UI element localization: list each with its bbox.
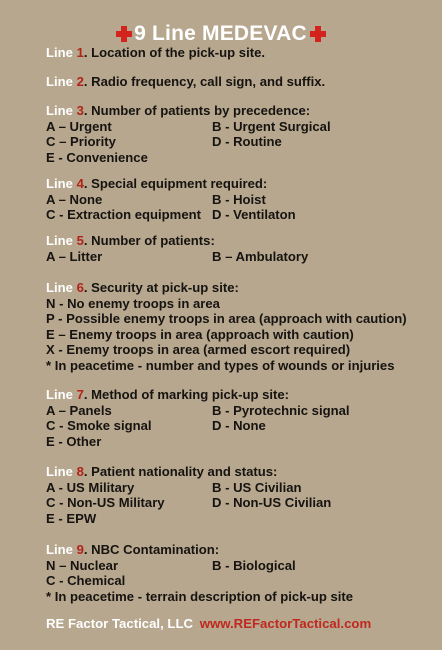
option-row (46, 192, 434, 208)
option-item: E - Convenience (46, 149, 148, 165)
option-item: B - Biological (212, 557, 296, 573)
option-item: D - Routine (212, 134, 282, 150)
option-row (46, 558, 434, 574)
option-row (46, 249, 434, 265)
line-heading-text: . Radio frequency, call sign, and suffix. (83, 74, 326, 89)
line-number: 6 (76, 280, 84, 295)
line-heading-text: . Patient nationality and status: (83, 464, 278, 479)
line-number: 3 (76, 103, 84, 118)
option-row (46, 403, 434, 419)
line-5-heading (46, 233, 434, 249)
option-item: B - Hoist (212, 191, 266, 207)
option-item: C - Extraction equipment (46, 207, 201, 223)
page-title (0, 21, 442, 47)
option-item: C - Non-US Military (46, 495, 165, 511)
line-4-section (46, 176, 434, 223)
option-item: P - Possible enemy troops in area (approach with caution) (46, 311, 407, 327)
red-cross-icon (116, 26, 132, 42)
option-row (46, 311, 434, 327)
line-word: Line (46, 74, 73, 89)
line-word: Line (46, 103, 73, 118)
option-row (46, 434, 434, 450)
option-row (46, 296, 434, 312)
line-number: 7 (76, 387, 84, 402)
option-item: D - Ventilaton (212, 207, 296, 223)
option-row (46, 511, 434, 527)
line-number: 9 (76, 542, 84, 557)
option-item: B – Ambulatory (212, 248, 309, 264)
line-word: Line (46, 233, 73, 248)
line-heading-text: . Number of patients: (83, 233, 215, 248)
option-item: D - Non-US Civilian (212, 495, 332, 511)
line-number: 1 (76, 45, 84, 60)
option-item: C - Chemical (46, 573, 126, 589)
line-heading-text: . Security at pick-up site: (83, 280, 239, 295)
line-2-section (46, 74, 434, 90)
option-item: B - US Civilian (212, 479, 302, 495)
line-word: Line (46, 464, 73, 479)
line-1-heading (46, 45, 434, 61)
option-item: B - Urgent Surgical (212, 118, 331, 134)
line-number: 5 (76, 233, 84, 248)
line-word: Line (46, 45, 73, 60)
option-item: A – Urgent (46, 118, 112, 134)
option-row (46, 342, 434, 358)
line-word: Line (46, 387, 73, 402)
line-number: 4 (76, 176, 84, 191)
line-2-heading (46, 74, 434, 90)
title-text: 9 Line MEDEVAC (134, 22, 307, 45)
line-word: Line (46, 176, 73, 191)
line-6-section (46, 280, 434, 374)
option-item: A – Panels (46, 402, 112, 418)
option-item: * In peacetime - number and types of wounds or injuries (46, 357, 395, 373)
line-1-section (46, 45, 434, 61)
option-item: * In peacetime - terrain description of pick-up site (46, 588, 354, 604)
line-5-section (46, 233, 434, 264)
option-row (46, 134, 434, 150)
option-item: N - No enemy troops in area (46, 295, 220, 311)
line-4-heading (46, 176, 434, 192)
line-6-heading (46, 280, 434, 296)
option-row (46, 327, 434, 343)
option-item: X - Enemy troops in area (armed escort required) (46, 342, 351, 358)
option-row (46, 495, 434, 511)
line-heading-text: . Number of patients by precedence: (83, 103, 311, 118)
option-item: A – None (46, 191, 103, 207)
footer (46, 616, 371, 631)
website-link[interactable]: www.REFactorTactical.com (199, 616, 372, 631)
red-cross-icon (310, 26, 326, 42)
line-number: 2 (76, 74, 84, 89)
option-item: N – Nuclear (46, 557, 119, 573)
line-9-section (46, 542, 434, 604)
option-item: E - Other (46, 433, 102, 449)
option-row (46, 119, 434, 135)
line-heading-text: . Method of marking pick-up site: (83, 387, 290, 402)
line-heading-text: . NBC Contamination: (83, 542, 220, 557)
option-row (46, 480, 434, 496)
line-9-heading (46, 542, 434, 558)
option-item: C - Smoke signal (46, 418, 152, 434)
option-item: E - EPW (46, 510, 97, 526)
line-8-section (46, 464, 434, 526)
peacetime-note (46, 589, 434, 605)
line-number: 8 (76, 464, 84, 479)
option-item: A - US Military (46, 479, 135, 495)
option-row (46, 150, 434, 166)
line-heading-text: . Special equipment required: (83, 176, 268, 191)
option-item: D - None (212, 418, 266, 434)
line-3-heading (46, 103, 434, 119)
option-item: C – Priority (46, 134, 116, 150)
line-3-section (46, 103, 434, 165)
line-7-heading (46, 387, 434, 403)
option-item: A – Litter (46, 248, 103, 264)
company-name: RE Factor Tactical, LLC (46, 616, 194, 631)
line-7-section (46, 387, 434, 449)
line-heading-text: . Location of the pick-up site. (83, 45, 265, 60)
line-8-heading (46, 464, 434, 480)
peacetime-note (46, 358, 434, 374)
line-word: Line (46, 280, 73, 295)
option-item: B - Pyrotechnic signal (212, 402, 350, 418)
option-row (46, 418, 434, 434)
option-row (46, 573, 434, 589)
option-item: E – Enemy troops in area (approach with caution) (46, 326, 354, 342)
line-word: Line (46, 542, 73, 557)
option-row (46, 207, 434, 223)
